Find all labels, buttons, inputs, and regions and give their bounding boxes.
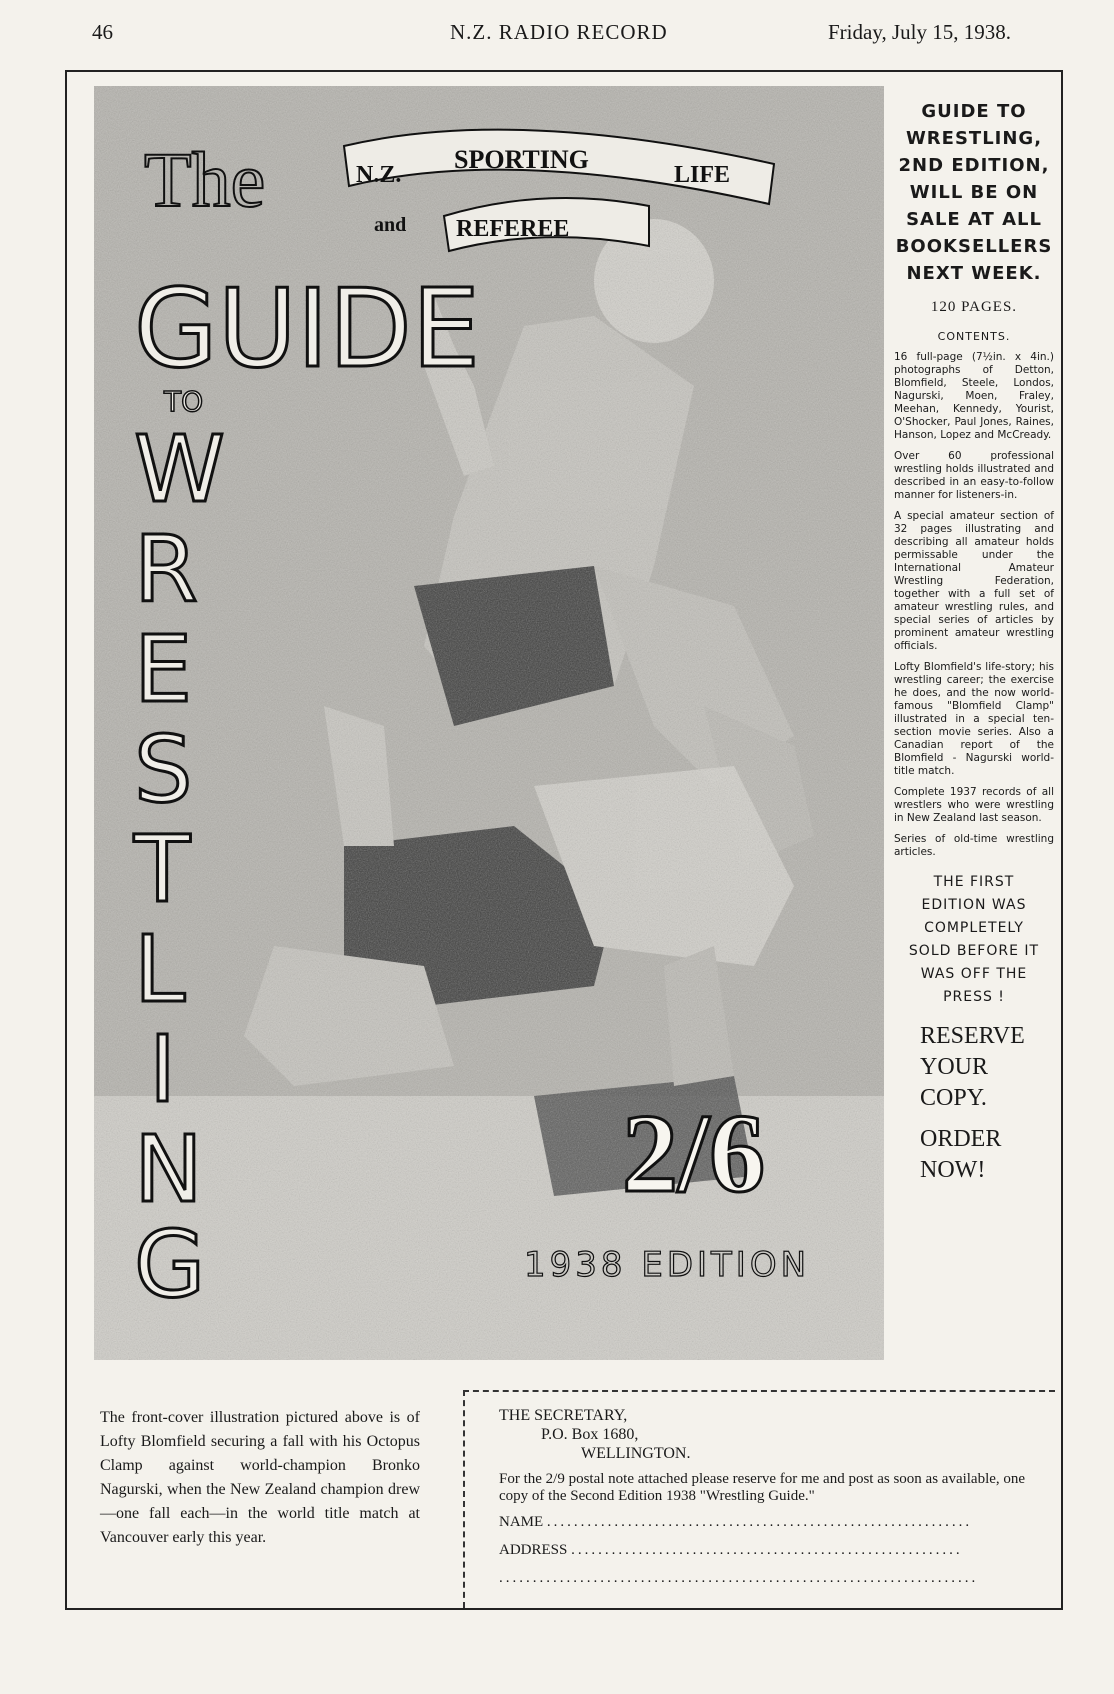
first-edition-line: WAS OFF THE: [920, 966, 1028, 982]
order-coupon: [463, 1390, 1055, 1608]
letter-w: W: [134, 416, 225, 523]
lead-line: SALE AT ALL: [906, 209, 1042, 230]
address-label: ADDRESS: [499, 1542, 568, 1558]
lead-line: NEXT WEEK.: [906, 263, 1042, 284]
name-field[interactable]: [499, 1511, 1037, 1533]
reserve-line: COPY.: [920, 1085, 987, 1111]
page-count: 120 PAGES.: [930, 299, 1018, 315]
address-field-2[interactable]: [499, 1567, 1037, 1589]
banner-sporting: SPORTING: [454, 145, 589, 174]
lead-line: GUIDE TO: [921, 101, 1027, 122]
name-label: NAME: [499, 1514, 544, 1530]
banner-life: LIFE: [674, 162, 731, 188]
first-edition-note: [892, 871, 1056, 1009]
contents-item: A special amateur section of 32 pages illustrating and describing all amateur holds permissable under the International Amateur Wrestling Federation, together with a full set of amateur wrestling rules, and special series of articles by prominent amateur wrestling officials.: [894, 510, 1054, 652]
contents-item: Complete 1937 records of all wrestlers who were wrestling in New Zealand last season.: [894, 786, 1054, 824]
coupon-recipient: [499, 1406, 1037, 1463]
sidebar-lead: [892, 98, 1056, 287]
letter-n: N: [134, 1116, 203, 1223]
page-number: 46: [92, 20, 113, 44]
letter-t: T: [134, 816, 191, 923]
cover-illustration: [94, 86, 884, 1360]
first-edition-line: COMPLETELY: [924, 920, 1024, 936]
contents-item: Series of old-time wrestling articles.: [894, 833, 1054, 858]
contents-item: 16 full-page (7½in. x 4in.) photographs of Detton, Blomfield, Steele, Londos, Nagurski, Moen, Fraley, Meehan, Kennedy, Yourist, O'Shocker, Paul Jones, Raines, Hanson, Lopez and McCready.: [894, 351, 1054, 441]
cover-edition: 1938 EDITION: [524, 1245, 811, 1285]
order-callout: [892, 1124, 1056, 1186]
order-line: ORDER: [920, 1126, 1002, 1152]
first-edition-line: EDITION WAS: [921, 897, 1027, 913]
cover-artwork: [94, 86, 884, 1360]
cover-price: 2/6: [622, 1092, 766, 1216]
letter-i: I: [149, 1016, 177, 1123]
issue-date: Friday, July 15, 1938.: [828, 20, 1011, 44]
lead-line: WILL BE ON: [909, 182, 1039, 203]
banner-referee-text: REFEREE: [456, 216, 570, 242]
recipient-line: THE SECRETARY,: [499, 1407, 628, 1424]
reserve-callout: [892, 1021, 1056, 1114]
lead-line: WRESTLING,: [905, 128, 1043, 149]
title-guide: GUIDE: [134, 267, 480, 392]
letter-l: L: [134, 916, 186, 1023]
contents-item: Lofty Blomfield's life-story; his wrestling career; the exercise he does, and the now world-famous "Blomfield Clamp" illustrated in a special ten-section movie series. Also a Canadian report of the Blomfield - Nagurski world-title match.: [894, 661, 1054, 777]
name-dots: ...............................................................: [546, 1514, 973, 1530]
recipient-line: P.O. Box 1680,: [541, 1426, 639, 1443]
sidebar-text: [892, 98, 1056, 1186]
lead-line: 2ND EDITION,: [898, 155, 1050, 176]
order-line: NOW!: [920, 1157, 986, 1183]
first-edition-line: THE FIRST: [933, 874, 1015, 890]
title-the: The: [144, 136, 266, 223]
first-edition-line: SOLD BEFORE IT: [908, 943, 1040, 959]
contents-heading: CONTENTS.: [937, 330, 1011, 343]
letter-g: G: [134, 1211, 206, 1318]
address-field[interactable]: [499, 1539, 1037, 1561]
address-dots: ..........................................................: [571, 1542, 963, 1558]
lead-line: BOOKSELLERS: [895, 236, 1053, 257]
first-edition-line: PRESS !: [943, 989, 1005, 1005]
recipient-line: WELLINGTON.: [581, 1445, 691, 1462]
letter-s: S: [134, 716, 193, 823]
cover-caption: The front-cover illustration pictured above is of Lofty Blomfield securing a fall with his Octopus Clamp against world-champion Bronko Nagurski, when the New Zealand champion drew —one fall each—in the world title match at Vancouver early this year.: [100, 1409, 420, 1546]
banner-and: and: [374, 214, 407, 236]
reserve-line: RESERVE: [920, 1023, 1025, 1049]
contents-item: Over 60 professional wrestling holds illustrated and described in an easy-to-follow manner for listeners-in.: [894, 450, 1054, 501]
page-header: [0, 20, 1114, 50]
letter-r: R: [134, 516, 198, 623]
coupon-body: For the 2/9 postal note attached please reserve for me and post as soon as available, one copy of the Second Edition 1938 "Wrestling Guide.": [499, 1471, 1026, 1504]
address-dots-2: .......................................................................: [499, 1570, 979, 1586]
masthead: N.Z. RADIO RECORD: [450, 20, 668, 44]
reserve-line: YOUR: [920, 1054, 989, 1080]
letter-e: E: [134, 616, 193, 723]
title-to: TO: [164, 385, 204, 418]
banner-nz: N.Z.: [356, 162, 402, 188]
